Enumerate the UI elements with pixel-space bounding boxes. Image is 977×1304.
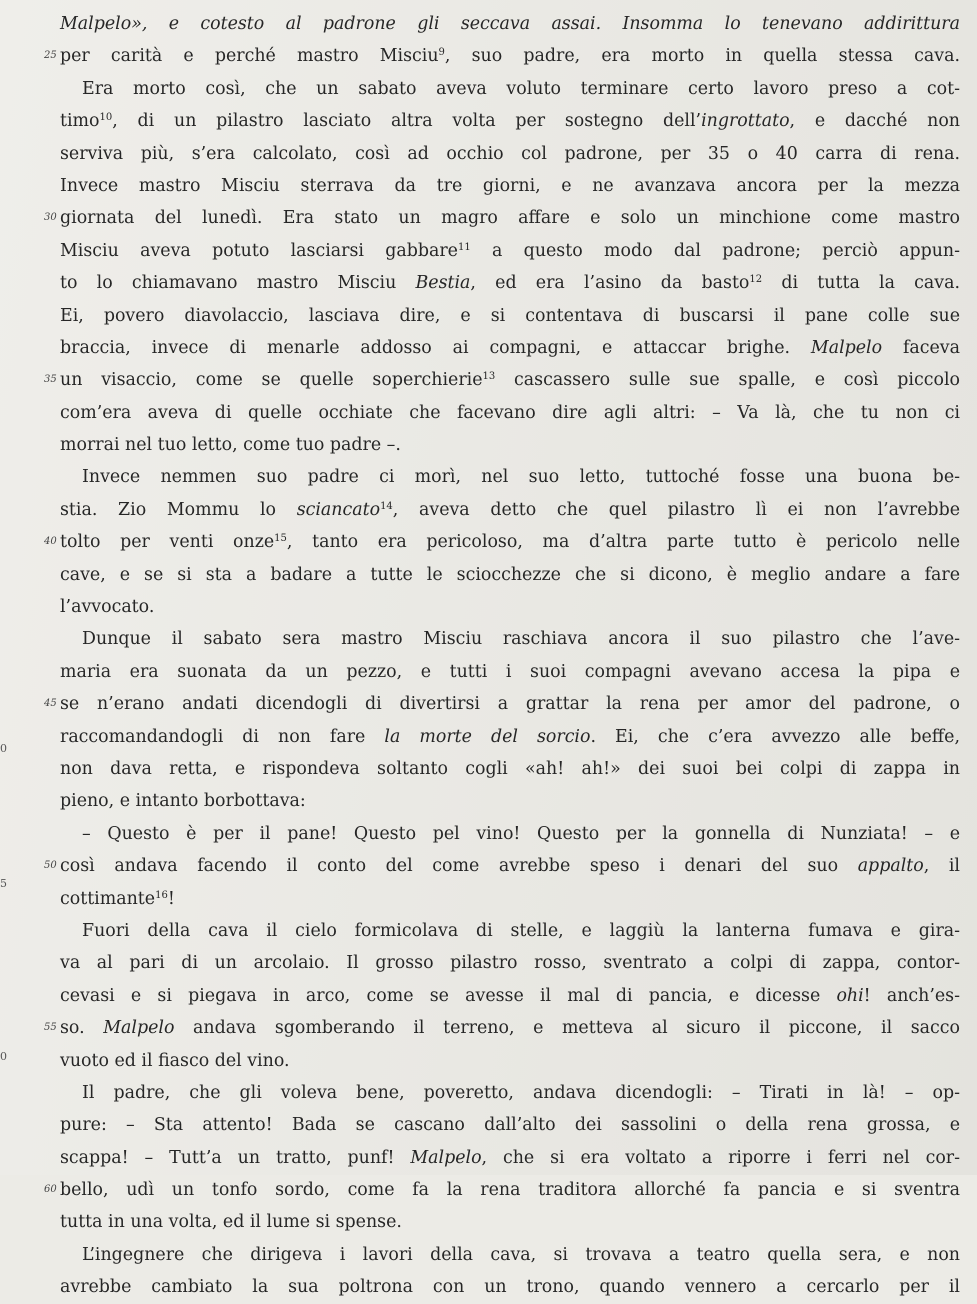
text-run: com’era aveva di quelle occhiate che facevano dire agli altri: – Va là, che tu non ci [60,402,960,423]
footnote-ref: 15 [274,533,287,545]
text-run: so. [60,1018,104,1039]
edge-mark: 0 [0,742,7,755]
text-run: pieno, e intanto borbottava: [60,791,306,812]
line-number: 55 [44,1022,57,1034]
line-number: 30 [44,212,57,224]
text-run: . Ei, che c’era avvezzo alle beffe, [590,726,960,747]
text-run: scappa! – Tutt’a un tratto, punf! [60,1147,411,1168]
text-run: , che si era voltato a riporre i ferri nel cor- [481,1147,960,1168]
text-run: Dunque il sabato sera mastro Misciu raschiava ancora il suo pilastro che l’ave- [82,629,960,650]
text-run: Ei, povero diavolaccio, lasciava dire, e si contentava di buscarsi il pane colle sue [60,305,960,326]
text-run: faceva [882,337,960,358]
text-run: per carità e perché mastro Misciu [60,46,439,67]
text-run: serviva più, s’era calcolato, così ad occhio col padrone, per 35 o 40 carra di rena. [60,143,960,164]
text-run: andava sgomberando il terreno, e metteva al sicuro il piccone, il sacco [174,1018,961,1039]
text-run: cascassero sulle sue spalle, e così piccolo [495,370,960,391]
text-line [60,656,960,688]
text-run: così andava facendo il conto del come avrebbe speso i denari del suo [60,856,858,877]
text-line [60,559,960,591]
text-run: un visaccio, come se quelle soperchierie [60,370,483,391]
text-run: Era morto così, che un sabato aveva voluto terminare certo lavoro preso a cot- [82,78,960,99]
text-run: , aveva detto che quel pilastro lì ei non l’avrebbe [392,499,960,520]
text-run: , di un pilastro lasciato altra volta per sostegno dell’ [112,111,702,132]
text-run: l’avvocato. [60,597,155,618]
text-line [60,591,960,623]
text-run: ! anch’es- [863,985,960,1006]
text-run: morrai nel tuo letto, come tuo padre –. [60,435,401,456]
text-line [60,73,960,105]
text-line [60,850,960,882]
page-text [44,8,961,1304]
footnote-ref: 11 [457,241,471,253]
text-run: timo [60,111,100,132]
text-line [60,753,960,785]
text-line [60,1142,960,1174]
text-line [60,623,960,655]
italic-text: ohi [836,985,864,1006]
text-run: tolto per venti onze [60,532,275,553]
text-line [60,947,960,979]
text-run: – Questo è per il pane! Questo pel vino! Questo per la gonnella di Nunziata! – e [82,823,960,844]
text-line [60,267,960,299]
italic-text: Malpelo», e cotesto al padrone gli seccava assai. Insomma lo tenevano addirittura [60,14,960,34]
text-run: , il [923,856,960,877]
text-line [60,1174,960,1206]
text-line [60,1077,960,1109]
text-line [60,300,960,332]
footnote-ref: 9 [438,47,445,59]
italic-text: Malpelo [410,1147,482,1168]
text-run: tutta in una volta, ed il lume si spense. [60,1212,402,1233]
text-line [60,915,960,947]
text-run: Fuori della cava il cielo formicolava di stelle, e laggiù la lanterna fumava e gira- [82,920,960,941]
italic-text: appalto [857,856,924,877]
text-line [60,1239,960,1271]
text-line [60,138,960,170]
line-number: 35 [44,374,57,386]
text-run: Misciu aveva potuto lasciarsi gabbare [60,240,458,261]
text-line [60,461,960,493]
footnote-ref: 16 [155,889,168,901]
text-line [60,364,960,396]
text-run: bello, udì un tonfo sordo, come fa la rena traditora allorché fa pancia e si sventra [60,1180,960,1201]
text-line [60,785,960,817]
text-line [60,429,960,461]
italic-text: Bestia [415,273,471,294]
text-run: to lo chiamavano mastro Misciu [60,273,416,294]
text-run: giornata del lunedì. Era stato un magro affare e solo un minchione come mastro [60,208,960,229]
text-line [60,721,960,753]
text-run: raccomandandogli di non fare [60,726,385,747]
line-number: 25 [44,50,57,62]
text-line [60,980,960,1012]
text-run: cave, e se si sta a badare a tutte le sciocchezze che si dicono, è meglio andare a fare [60,564,960,585]
text-run: , suo padre, era morto in quella stessa cava. [444,46,960,67]
italic-text: la morte del sorcio [384,726,591,747]
text-run: a questo modo dal padrone; perciò appun- [470,240,960,261]
text-line [60,40,960,72]
line-number: 60 [44,1184,57,1196]
text-run: Invece mastro Misciu sterrava da tre giorni, e ne avanzava ancora per la mezza [60,175,960,196]
text-line [60,1109,960,1141]
text-line [60,1012,960,1044]
footnote-ref: 13 [482,371,496,383]
text-line [60,1271,960,1303]
line-number: 50 [44,860,57,872]
text-line [60,235,960,267]
edge-mark: 5 [0,877,7,890]
text-line [60,1045,960,1077]
text-run: maria era suonata da un pezzo, e tutti i suoi compagni avevano accesa la pipa e [60,661,960,682]
text-line [60,818,960,850]
text-line [60,1206,960,1238]
text-run: L’ingegnere che dirigeva i lavori della cava, si trovava a teatro quella sera, e non [82,1244,960,1265]
text-line [60,170,960,202]
text-line [60,332,960,364]
text-line [60,494,960,526]
text-run: di tutta la cava. [762,273,960,294]
footnote-ref: 12 [749,274,763,286]
edge-mark: 0 [0,1050,7,1063]
text-run: Il padre, che gli voleva bene, poveretto, andava dicendogli: – Tirati in là! – op- [82,1082,960,1103]
text-run: cevasi e si piegava in arco, come se avesse il mal di pancia, e dicesse [60,985,837,1006]
italic-text: Malpelo [103,1018,175,1039]
text-run: va al pari di un arcolaio. Il grosso pilastro rosso, sventrato a colpi di zappa, contor- [60,953,960,974]
text-run: ! [167,888,175,909]
text-line [60,883,960,915]
italic-text: ingrottato [701,111,790,132]
text-run: , tanto era pericoloso, ma d’altra parte tutto è pericolo nelle [286,532,960,553]
text-run: Invece nemmen suo padre ci morì, nel suo letto, tuttoché fosse una buona be- [82,467,960,488]
text-line [60,688,960,720]
text-run: , e dacché non [789,111,960,132]
footnote-ref: 10 [99,112,113,124]
text-line [60,8,960,40]
italic-text: sciancato [296,499,381,520]
text-line [60,397,960,429]
text-run: se n’erano andati dicendogli di divertirsi a grattar la rena per amor del padrone, o [60,694,960,715]
text-run: vuoto ed il fiasco del vino. [60,1050,290,1071]
text-run: braccia, invece di menarle addosso ai compagni, e attaccar brighe. [60,337,811,358]
line-number: 40 [44,536,57,548]
line-number: 45 [44,698,57,710]
text-line [60,202,960,234]
text-run: non dava retta, e rispondeva soltanto cogli «ah! ah!» dei suoi bei colpi di zappa in [60,758,960,779]
text-run: , ed era l’asino da basto [470,273,750,294]
footnote-ref: 14 [380,500,393,512]
text-line [60,526,960,558]
text-run: stia. Zio Mommu lo [60,499,297,520]
text-run: cottimante [60,888,156,909]
text-run: avrebbe cambiato la sua poltrona con un trono, quando vennero a cercarlo per il [60,1277,960,1298]
text-line [60,105,960,137]
italic-text: Malpelo [810,337,883,358]
text-run: pure: – Sta attento! Bada se cascano dall’alto dei sassolini o della rena grossa, e [60,1115,960,1136]
